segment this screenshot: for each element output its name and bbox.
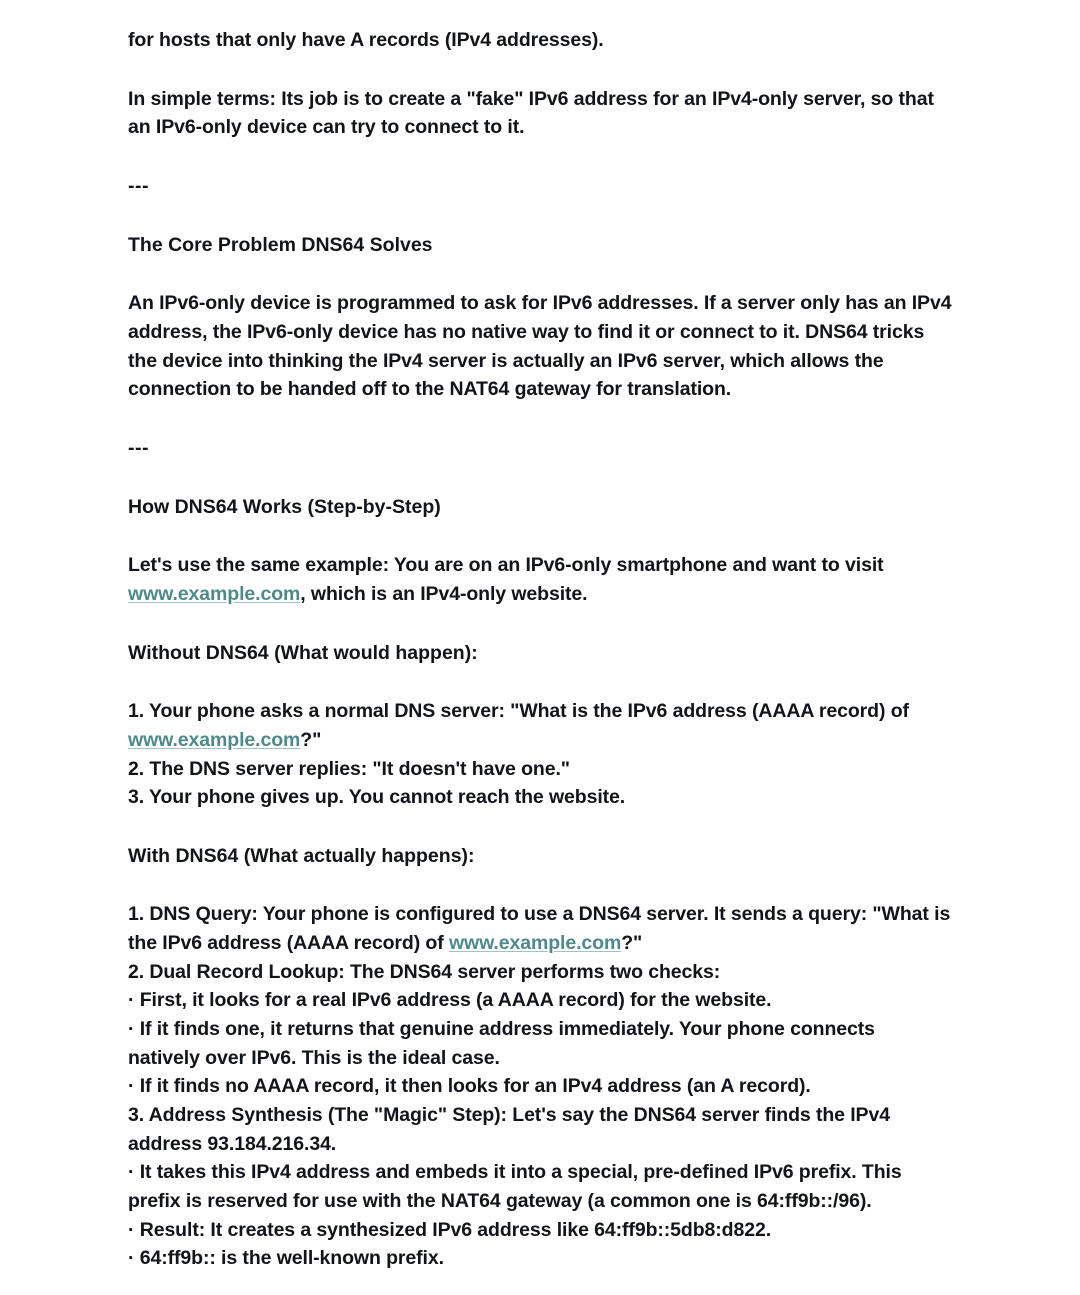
example-intro-prefix: Let's use the same example: You are on an IPv6-only smartphone and want to visit xyxy=(128,554,889,577)
heading-core-problem: The Core Problem DNS64 Solves xyxy=(128,233,433,256)
without-step1-suffix: ?" xyxy=(300,728,322,751)
divider-two: --- xyxy=(128,436,149,459)
link-example-domain-1[interactable]: www.example.com xyxy=(128,582,301,605)
paragraph-example-intro xyxy=(128,551,952,608)
link-example-domain-2[interactable]: www.example.com xyxy=(128,728,301,751)
list-item-without-step-1 xyxy=(128,697,952,754)
list-item-with-bullet-6: · 64:ff9b:: is the well-known prefix. xyxy=(128,1247,444,1270)
paragraph-intro-continuation: for hosts that only have A records (IPv4 addresses). xyxy=(128,29,604,51)
list-item-without-step-2: 2. The DNS server replies: "It doesn't have one." xyxy=(128,757,570,780)
divider-one: --- xyxy=(128,174,149,197)
list-item-with-bullet-1: · First, it looks for a real IPv6 address (a AAAA record) for the website. xyxy=(128,989,772,1012)
paragraph-core-problem: An IPv6-only device is programmed to ask for IPv6 addresses. If a server only has an IPv4 address, the IPv6-only device has no native way to find it or connect to it. DNS64 tricks the device into thinking the IPv4 server is actually an IPv6 server, which allows the connection to be handed off to the NAT64 gateway for translation. xyxy=(128,292,957,401)
list-item-with-step-3: 3. Address Synthesis (The "Magic" Step): Let's say the DNS64 server finds the IPv4 address 93.184.216.34. xyxy=(128,1104,896,1155)
example-intro-suffix: , which is an IPv4-only website. xyxy=(300,582,588,605)
link-example-domain-3[interactable]: www.example.com xyxy=(448,932,622,955)
heading-how-dns64-works: How DNS64 Works (Step-by-Step) xyxy=(128,495,441,518)
list-item-with-step-1 xyxy=(128,900,956,957)
list-item-with-bullet-2: · If it finds one, it returns that genuine address immediately. Your phone connects natively over IPv6. This is the ideal case. xyxy=(128,1018,881,1069)
without-step1-prefix: 1. Your phone asks a normal DNS server: "What is the IPv6 address (AAAA record) of xyxy=(128,700,915,723)
with-step1-suffix: ?" xyxy=(621,932,643,955)
list-item-with-bullet-3: · If it finds no AAAA record, it then looks for an IPv4 address (an A record). xyxy=(128,1075,811,1098)
heading-without-dns64: Without DNS64 (What would happen): xyxy=(128,641,478,664)
list-item-with-bullet-4: · It takes this IPv4 address and embeds it into a special, pre-defined IPv6 prefix. This prefix is reserved for use with the NAT64 gateway (a common one is 64:ff9b::/96). xyxy=(128,1161,907,1213)
list-item-with-step-2: 2. Dual Record Lookup: The DNS64 server performs two checks: xyxy=(128,960,721,983)
list-with-dns64 xyxy=(128,900,956,1273)
with-step1-prefix: 1. DNS Query: Your phone is configured to use a DNS64 server. It sends a query: "What is the IPv6 address (AAAA record) of xyxy=(128,903,956,955)
paragraph-simple-terms: In simple terms: Its job is to create a "fake" IPv6 address for an IPv4-only server, so that an IPv6-only device can try to connect to it. xyxy=(128,87,940,139)
heading-with-dns64: With DNS64 (What actually happens): xyxy=(128,844,475,867)
list-without-dns64 xyxy=(128,697,952,812)
list-item-with-bullet-5: · Result: It creates a synthesized IPv6 address like 64:ff9b::5db8:d822. xyxy=(128,1218,772,1241)
list-item-without-step-3: 3. Your phone gives up. You cannot reach the website. xyxy=(128,786,626,809)
